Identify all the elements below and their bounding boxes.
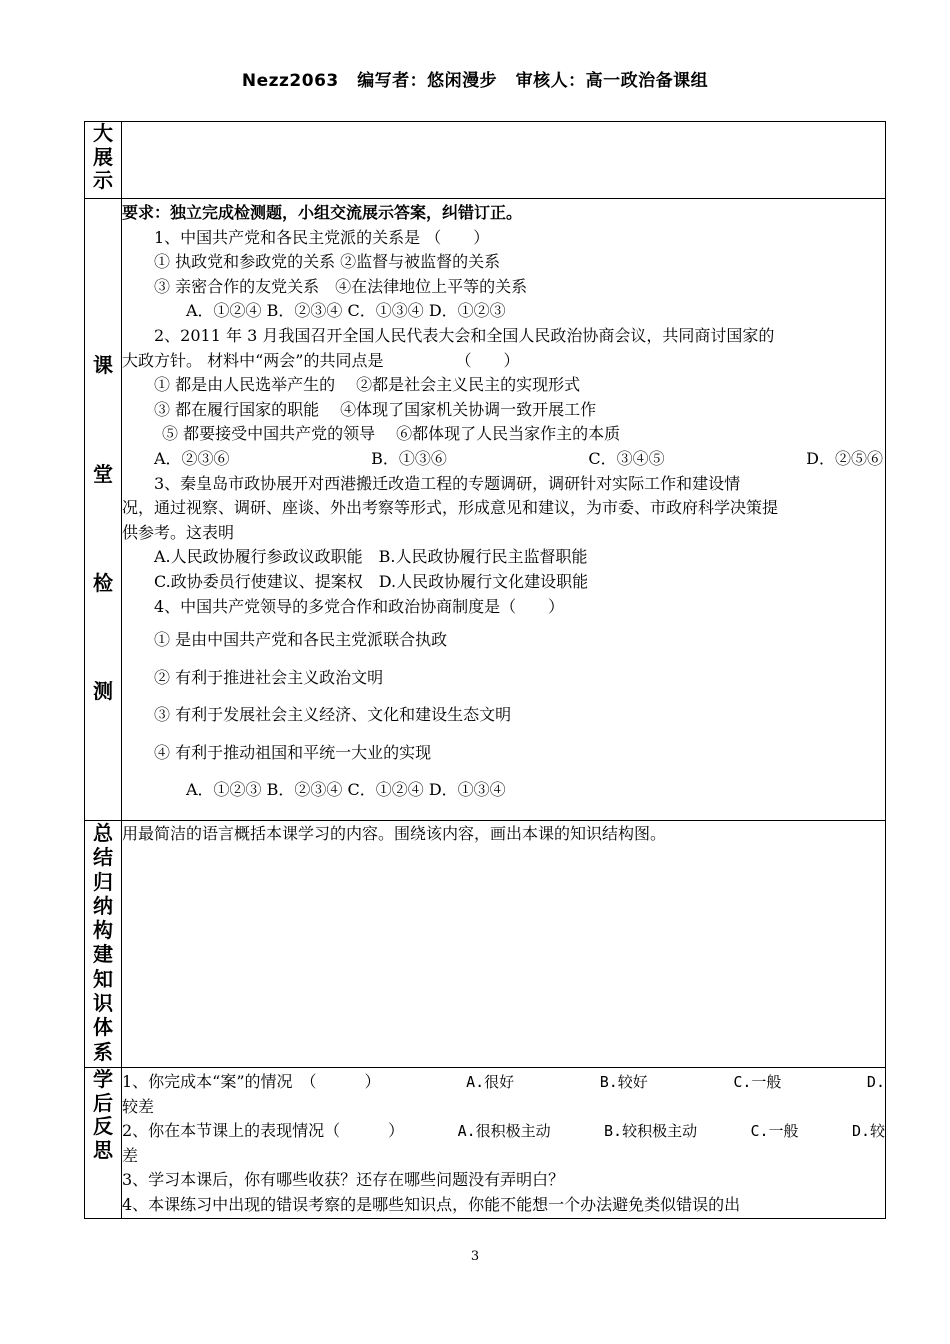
- reflect-q3: 3、学习本课后，你有哪些收获？还存在哪些问题没有弄明白？: [122, 1170, 565, 1190]
- jiance-content: [122, 199, 886, 821]
- q2-option-a: A．②③⑥: [154, 448, 230, 468]
- q4-item: ③ 有利于发展社会主义经济、文化和建设生态文明: [154, 705, 512, 725]
- zhanshi-row: [85, 122, 886, 199]
- reflect-q1-a: A.很好: [466, 1073, 515, 1091]
- reflect-q1-stem: 1、你完成本“案”的情况 （ ）: [122, 1072, 381, 1091]
- page-number: 3: [470, 1249, 480, 1264]
- doc-code: Nezz2063: [241, 71, 339, 91]
- reflect-q2-b: B.较积极主动: [604, 1122, 698, 1141]
- q1-item: ③ 亲密合作的友党关系 ④在法律地位上平等的关系: [154, 276, 528, 296]
- q4-stem: 4、中国共产党领导的多党合作和政治协商制度是（ ）: [154, 596, 565, 616]
- reflect-q1-d: D.: [866, 1073, 885, 1091]
- reflect-q1-b: B.较好: [599, 1073, 648, 1091]
- q1-item: ① 执政党和参政党的关系 ②监督与被监督的关系: [154, 252, 501, 272]
- reflect-q2-c: C.一般: [750, 1122, 799, 1141]
- jiance-label: 课 堂 检 测: [85, 199, 122, 821]
- q2-stem-cont: 大政方针。 材料中“两会”的共同点是 （ ）: [122, 350, 520, 370]
- reflect-q2-a: A.很积极主动: [457, 1122, 551, 1141]
- q2-item: ① 都是由人民选举产生的 ②都是社会主义民主的实现形式: [154, 375, 581, 395]
- reviewer: 审核人：高一政治备课组: [515, 71, 709, 91]
- q2-option-c: C．③④⑤: [588, 448, 665, 468]
- zongjie-label: 总 结 归 纳 构 建 知 识 体 系: [85, 821, 122, 1068]
- zongjie-content: [122, 821, 886, 1068]
- worksheet-table: [84, 121, 886, 1219]
- q3-stem-cont: 供参考。这表明: [122, 522, 235, 542]
- q2-option-b: B．①③⑥: [371, 448, 447, 468]
- fansi-content: [122, 1068, 886, 1219]
- author: 编写者：悠闲漫步: [357, 71, 498, 91]
- fansi-row: [85, 1068, 886, 1219]
- q4-item: ② 有利于推进社会主义政治文明: [154, 667, 384, 687]
- q4-item: ④ 有利于推动祖国和平统一大业的实现: [154, 742, 432, 762]
- q2-item: ③ 都在履行国家的职能 ④体现了国家机关协调一致开展工作: [154, 399, 597, 419]
- zongjie-instruction: 用最简洁的语言概括本课学习的内容。围绕该内容，画出本课的知识结构图。: [122, 824, 667, 843]
- reflect-q4: 4、本课练习中出现的错误考察的是哪些知识点，你能不能想一个办法避免类似错误的出: [122, 1194, 741, 1214]
- reflect-q2-cont: 差: [122, 1145, 139, 1165]
- q3-stem: 3、秦皇岛市政协展开对西港搬迁改造工程的专题调研，调研针对实际工作和建设情: [154, 473, 741, 493]
- zhanshi-label: 大 展 示: [85, 122, 122, 199]
- q2-item: ⑤ 都要接受中国共产党的领导 ⑥都体现了人民当家作主的本质: [162, 424, 621, 444]
- q3-options: A.人民政协履行参政议政职能 B.人民政协履行民主监督职能: [154, 547, 588, 567]
- reflect-q1-cont: 较差: [122, 1096, 155, 1116]
- jiance-row: [85, 199, 886, 821]
- requirement-text: 要求：独立完成检测题，小组交流展示答案，纠错订正。: [122, 203, 523, 222]
- q4-item: ① 是由中国共产党和各民主党派联合执政: [154, 630, 448, 650]
- page-header: [0, 66, 950, 91]
- fansi-label: 学 后 反 思: [85, 1068, 122, 1219]
- reflect-q1-c: C.一般: [733, 1073, 782, 1091]
- q1-stem: 1、中国共产党和各民主党派的关系是 （ ）: [154, 227, 490, 247]
- reflect-q2-stem: 2、你在本节课上的表现情况（ ）: [122, 1121, 405, 1141]
- reflect-q2: [122, 1119, 885, 1144]
- zongjie-row: [85, 821, 886, 1068]
- q2-options: [122, 447, 885, 472]
- q3-options: C.政协委员行使建议、提案权 D.人民政协履行文化建设职能: [154, 571, 589, 591]
- q1-options: A．①②④ B．②③④ C．①③④ D．①②③: [186, 301, 506, 321]
- reflect-q2-d: D.较: [851, 1122, 885, 1141]
- reflect-q1: [122, 1070, 885, 1095]
- q2-stem: 2、2011 年 3 月我国召开全国人民代表大会和全国人民政治协商会议，共同商讨国家的: [154, 325, 775, 345]
- zhanshi-content: [122, 122, 886, 199]
- q2-option-d: D．②⑤⑥: [806, 448, 883, 468]
- q4-options: A．①②③ B．②③④ C．①②④ D．①③④: [186, 780, 506, 800]
- q3-stem-cont: 况，通过视察、调研、座谈、外出考察等形式，形成意见和建议，为市委、市政府科学决策提: [122, 498, 779, 518]
